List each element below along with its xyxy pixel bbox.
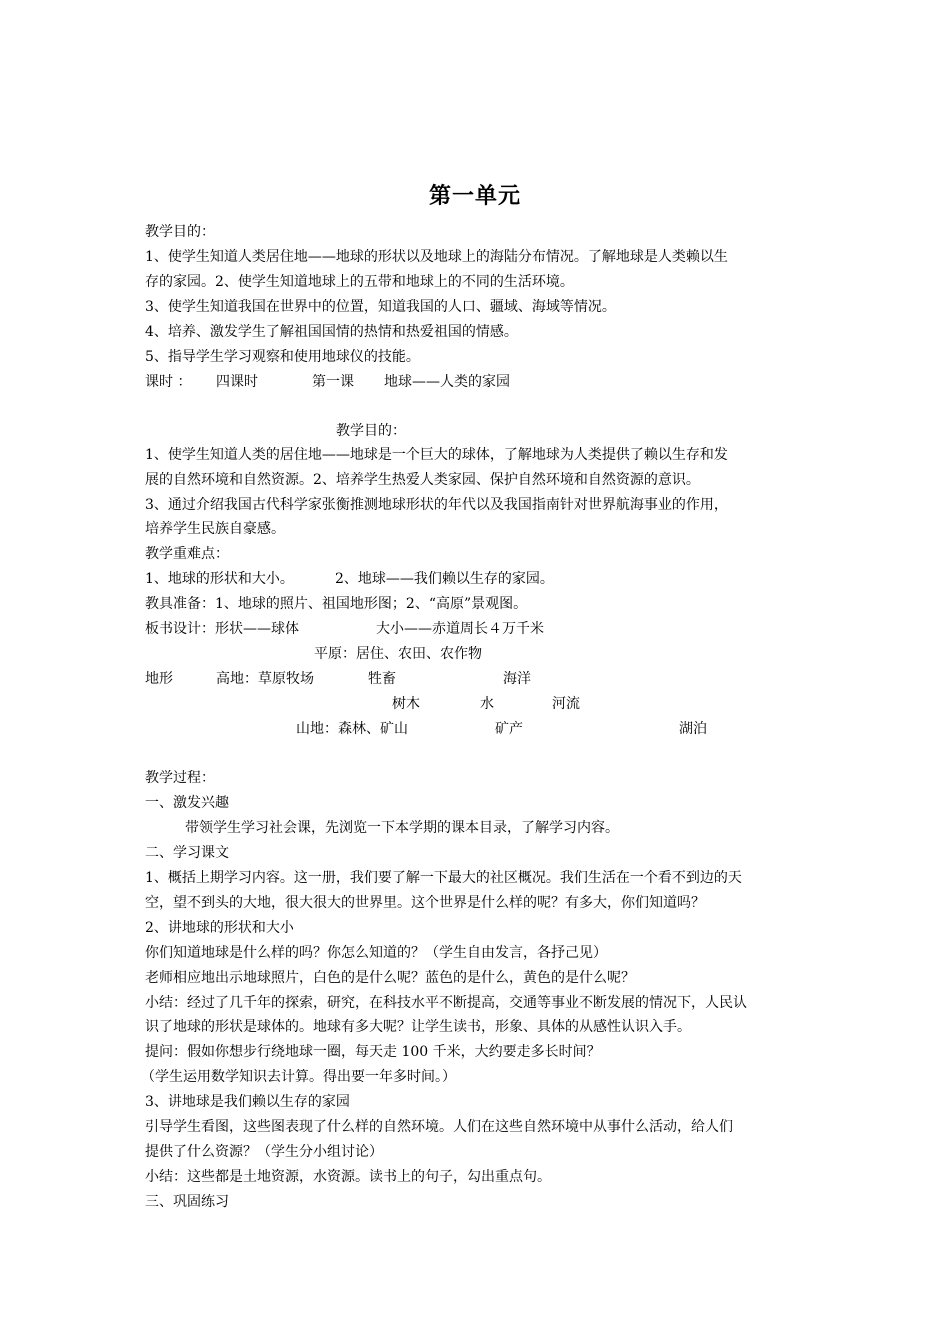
paragraph-line: 1、概括上期学习内容。这一册，我们要了解一下最大的社区概况。我们生活在一个看不到边的天 xyxy=(145,870,742,886)
materials-line: 教具准备：1、地球的照片、祖国地形图；2、“高原”景观图。 xyxy=(145,596,528,612)
unit-goal-line: 3、使学生知道我国在世界中的位置，知道我国的人口、疆域、海域等情况。 xyxy=(145,299,616,315)
unit-goal-line: 1、使学生知道人类居住地——地球的形状以及地球上的海陆分布情况。了解地球是人类赖以生 xyxy=(145,249,728,265)
board-shape: 板书设计：形状——球体 xyxy=(145,621,299,637)
lesson-title: 地球——人类的家园 xyxy=(384,374,510,390)
paragraph-line: 提供了什么资源？（学生分小组讨论） xyxy=(145,1144,383,1160)
subsection-title: 3、讲地球是我们赖以生存的家园 xyxy=(145,1094,350,1110)
board-terrain: 地形 xyxy=(145,671,173,687)
page-title: 第一单元 xyxy=(428,183,521,209)
board-plateau: 高地：草原牧场 xyxy=(216,671,314,687)
lesson-goals-heading: 教学目的： xyxy=(336,423,406,439)
unit-goal-line: 4、培养、激发学生了解祖国国情的热情和热爱祖国的情感。 xyxy=(145,324,518,340)
board-size: 大小——赤道周长４万千米 xyxy=(376,621,544,637)
board-livestock: 牲畜 xyxy=(368,671,396,687)
paragraph: 带领学生学习社会课，先浏览一下本学期的课本目录，了解学习内容。 xyxy=(185,820,619,836)
key-points-heading: 教学重难点： xyxy=(145,546,229,562)
lesson-goal-line: 3、通过介绍我国古代科学家张衡推测地球形状的年代以及我国指南针对世界航海事业的作用， xyxy=(145,497,728,513)
board-ocean: 海洋 xyxy=(503,671,531,687)
section-title: 三、巩固练习 xyxy=(145,1194,229,1210)
board-lake: 湖泊 xyxy=(679,721,707,737)
paragraph-line: 空，望不到头的大地，很大很大的世界里。这个世界是什么样的呢？有多大，你们知道吗？ xyxy=(145,895,705,911)
paragraph-line: 你们知道地球是什么样的吗？你怎么知道的？（学生自由发言，各抒己见） xyxy=(145,945,607,961)
paragraph-line: 引导学生看图，这些图表现了什么样的自然环境。人们在这些自然环境中从事什么活动，给人们 xyxy=(145,1119,733,1135)
hours-label: 课时 ： xyxy=(145,374,192,390)
key-point: 1、地球的形状和大小。 xyxy=(145,571,294,587)
paragraph-line: （学生运用数学知识去计算。得出要一年多时间。） xyxy=(141,1069,456,1085)
lesson-goal-line: 1、使学生知道人类的居住地——地球是一个巨大的球体，了解地球为人类提供了赖以生存和发 xyxy=(145,447,728,463)
key-point: 2、地球——我们赖以生存的家园。 xyxy=(335,571,554,587)
unit-goals-heading: 教学目的： xyxy=(145,224,215,240)
board-mountain: 山地：森林、矿山 xyxy=(296,721,408,737)
board-minerals: 矿产 xyxy=(495,721,523,737)
lesson-goal-line: 培养学生民族自豪感。 xyxy=(145,521,285,537)
process-heading: 教学过程： xyxy=(145,770,215,786)
hours-value: 四课时 xyxy=(216,374,258,390)
board-plain: 平原：居住、农田、农作物 xyxy=(314,646,482,662)
section-title: 一、激发兴趣 xyxy=(145,795,229,811)
paragraph-line: 小结：经过了几千年的探索，研究，在科技水平不断提高，交通等事业不断发展的情况下，人民认 xyxy=(145,995,747,1011)
paragraph-line: 提问：假如你想步行绕地球一圈，每天走 100 千米，大约要走多长时间？ xyxy=(145,1044,601,1060)
paragraph-line: 识了地球的形状是球体的。地球有多大呢？让学生读书，形象、具体的从感性认识入手。 xyxy=(145,1019,691,1035)
lesson-goal-line: 展的自然环境和自然资源。2、培养学生热爱人类家园、保护自然环境和自然资源的意识。 xyxy=(145,472,700,488)
board-water: 水 xyxy=(480,696,494,712)
section-title: 二、学习课文 xyxy=(145,845,229,861)
paragraph-line: 小结：这些都是土地资源，水资源。读书上的句子，勾出重点句。 xyxy=(145,1169,551,1185)
paragraph-line: 老师相应地出示地球照片，白色的是什么呢？蓝色的是什么，黄色的是什么呢？ xyxy=(145,970,635,986)
subsection-title: 2、讲地球的形状和大小 xyxy=(145,920,294,936)
unit-goal-line: 存的家园。2、使学生知道地球上的五带和地球上的不同的生活环境。 xyxy=(145,274,574,290)
lesson-number: 第一课 xyxy=(312,374,354,390)
unit-goal-line: 5、指导学生学习观察和使用地球仪的技能。 xyxy=(145,349,420,365)
board-river: 河流 xyxy=(552,696,580,712)
board-trees: 树木 xyxy=(392,696,420,712)
